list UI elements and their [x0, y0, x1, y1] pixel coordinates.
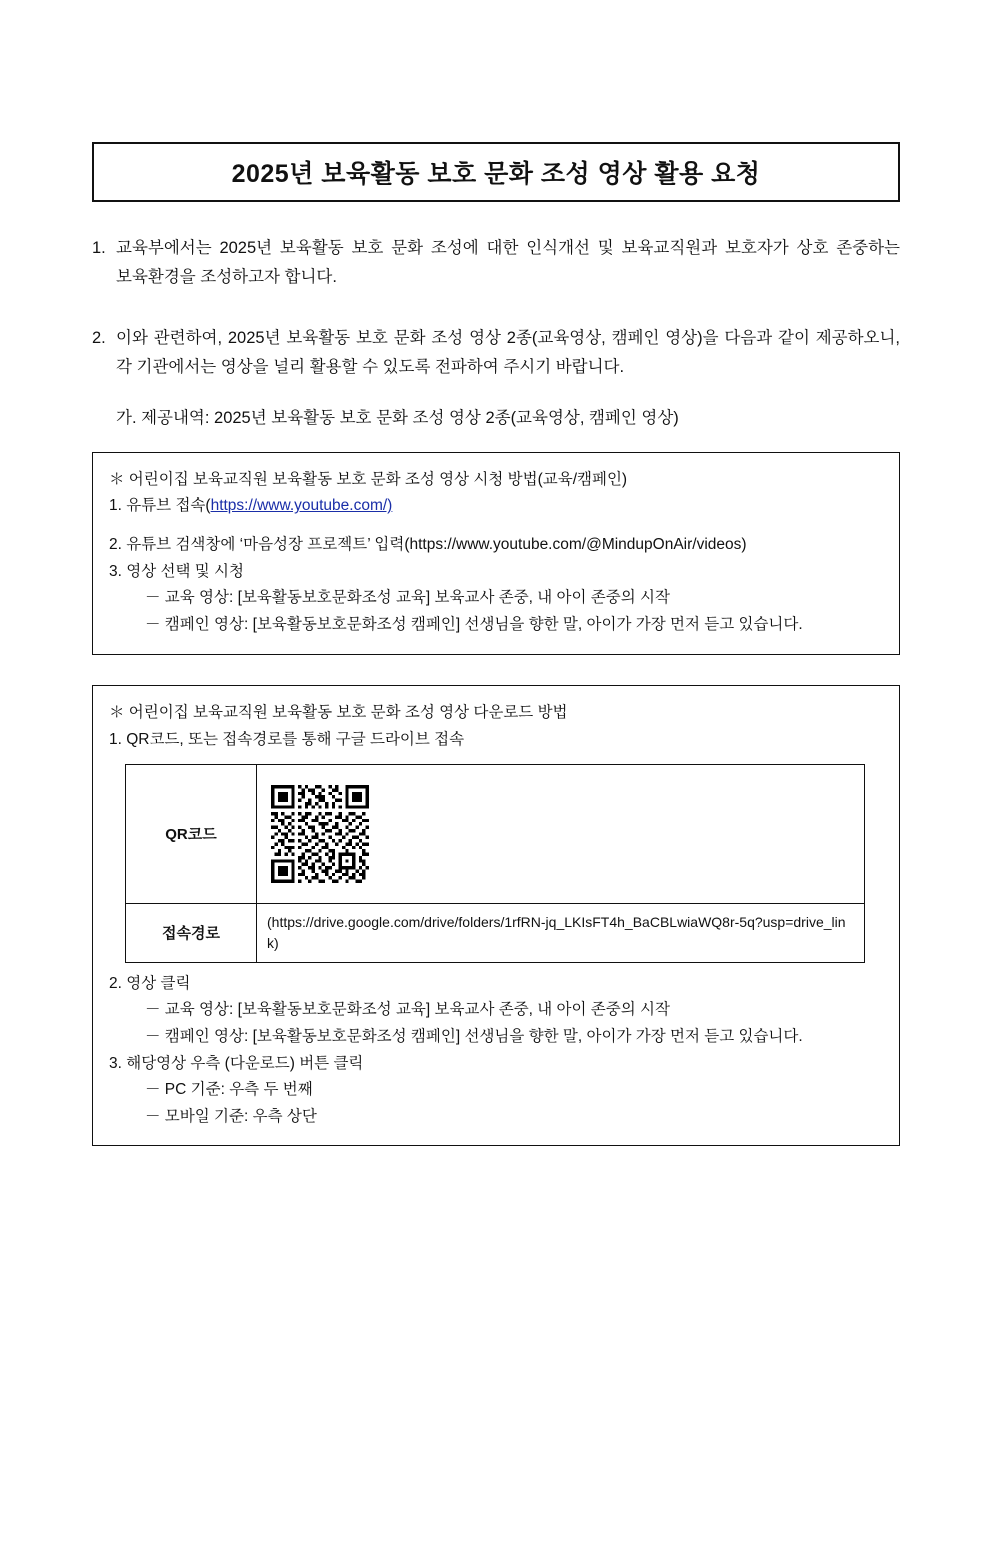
watch-step-1-prefix: 1. 유튜브 접속( [109, 497, 211, 515]
paragraph-1 [92, 234, 900, 292]
document-page [0, 142, 992, 1545]
qr-code-label: QR코드 [126, 764, 257, 903]
watch-box-step-3-item-2: － 캠페인 영상: [보육활동보호문화조성 캠페인] 선생님을 향한 말, 아이가 가장 먼저 듣고 있습니다. [145, 615, 803, 633]
download-box-step-2-item-1: － 교육 영상: [보육활동보호문화조성 교육] 보육교사 존중, 내 아이 존중의 시작 [145, 1001, 670, 1019]
page-title: 2025년 보육활동 보호 문화 조성 영상 활용 요청 [231, 160, 761, 188]
watch-method-box [92, 452, 900, 656]
watch-box-step-1 [109, 493, 883, 520]
watch-box-step-3: 3. 영상 선택 및 시청 [109, 562, 244, 580]
qr-access-table [125, 764, 865, 963]
table-row-qr [126, 764, 865, 903]
download-box-step-2: 2. 영상 클릭 [109, 974, 191, 992]
sub-item-provision: 가. 제공내역: 2025년 보육활동 보호 문화 조성 영상 2종(교육영상, 캠페인 영상) [116, 408, 679, 427]
download-box-step-1: 1. QR코드, 또는 접속경로를 통해 구글 드라이브 접속 [109, 731, 465, 749]
access-path-value[interactable]: (https://drive.google.com/drive/folders/1rfRN-jq_LKIsFT4h_BaCBLwiaWQ8r-5q?usp=drive_link) [257, 903, 865, 962]
download-box-step-3: 3. 해당영상 우측 (다운로드) 버튼 클릭 [109, 1054, 364, 1072]
qr-code-cell [257, 764, 865, 903]
watch-box-step-3-item-1: － 교육 영상: [보육활동보호문화조성 교육] 보육교사 존중, 내 아이 존중의 시작 [145, 589, 670, 607]
document-title-box [92, 142, 900, 202]
download-box-heading: ＊ 어린이집 보육교직원 보육활동 보호 문화 조성 영상 다운로드 방법 [109, 704, 568, 722]
download-box-step-2-item-2: － 캠페인 영상: [보육활동보호문화조성 캠페인] 선생님을 향한 말, 아이가 가장 먼저 듣고 있습니다. [145, 1028, 803, 1046]
qr-code-image [271, 785, 369, 883]
paragraph-1-text: 교육부에서는 2025년 보육활동 보호 문화 조성에 대한 인식개선 및 보육교직원과 보호자가 상호 존중하는 보육환경을 조성하고자 합니다. [116, 239, 900, 286]
table-row-path [126, 903, 865, 962]
watch-box-heading: ＊ 어린이집 보육교직원 보육활동 보호 문화 조성 영상 시청 방법(교육/캠페인) [109, 470, 628, 488]
download-box-step-3-item-1: － PC 기준: 우측 두 번째 [145, 1081, 313, 1099]
paragraph-2-number: 2. [92, 328, 106, 347]
download-box-step-3-item-2: － 모바일 기준: 우측 상단 [145, 1108, 317, 1126]
access-path-label: 접속경로 [126, 903, 257, 962]
paragraph-2-text: 이와 관련하여, 2025년 보육활동 보호 문화 조성 영상 2종(교육영상, 캠페인 영상)을 다음과 같이 제공하오니, 각 기관에서는 영상을 널리 활용할 수 있도록 전파하여 주시기 바랍니다. [116, 328, 900, 376]
download-method-box [92, 685, 900, 1145]
spacer [109, 520, 883, 532]
watch-box-step-2: 2. 유튜브 검색창에 ‘마음성장 프로젝트’ 입력(https://www.youtube.com/@MindupOnAir/videos) [109, 535, 747, 553]
paragraph-2 [92, 324, 900, 382]
youtube-link[interactable]: https://www.youtube.com/) [210, 497, 393, 515]
paragraph-1-number: 1. [92, 239, 106, 257]
